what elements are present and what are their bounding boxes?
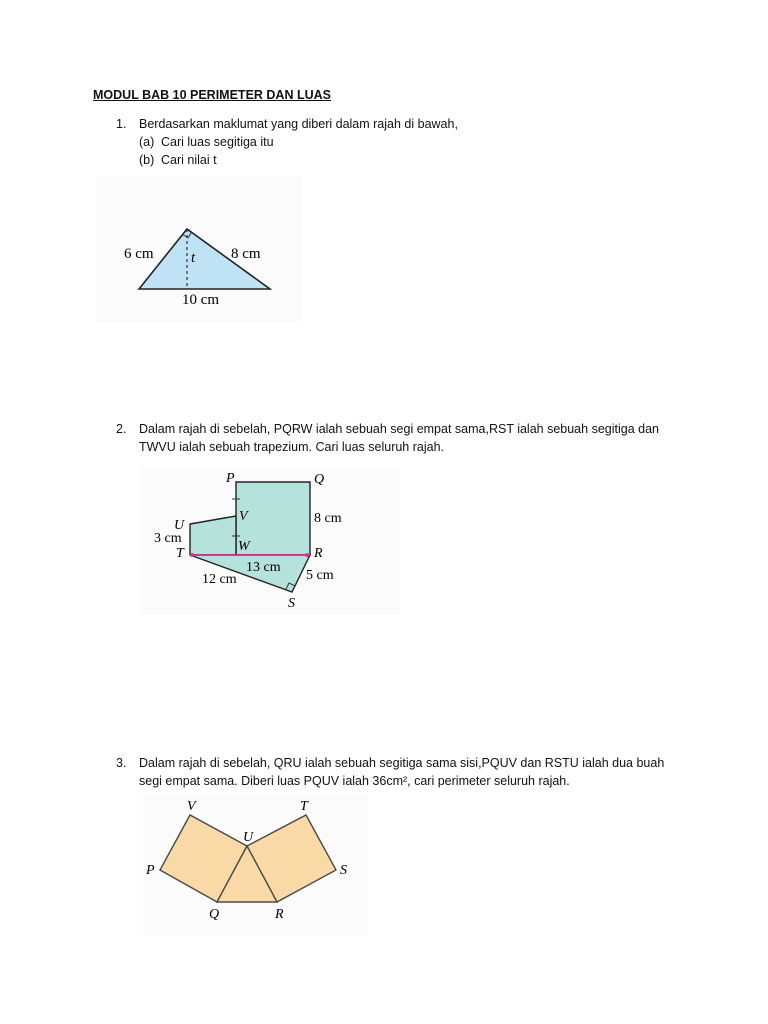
label-v: V bbox=[187, 799, 196, 814]
label-12cm: 12 cm bbox=[202, 572, 237, 587]
label-8cm: 8 cm bbox=[231, 246, 261, 262]
label-w: W bbox=[238, 539, 250, 554]
question-text: Berdasarkan maklumat yang diberi dalam rajah di bawah, bbox=[139, 117, 458, 131]
part-label: (b) bbox=[139, 153, 155, 167]
question-part-a bbox=[139, 133, 679, 151]
label-p: P bbox=[146, 863, 155, 878]
point-t bbox=[190, 553, 194, 557]
label-s: S bbox=[288, 596, 295, 611]
label-3cm: 3 cm bbox=[154, 531, 182, 546]
label-13cm: 13 cm bbox=[246, 560, 281, 575]
label-r: R bbox=[275, 907, 284, 922]
label-r: R bbox=[314, 546, 323, 561]
label-u: U bbox=[174, 518, 185, 533]
question-number: 2. bbox=[116, 422, 127, 436]
question-part-b bbox=[139, 151, 679, 169]
part-text: Cari nilai t bbox=[161, 153, 217, 167]
figure-squares-triangle bbox=[143, 795, 368, 936]
question-number: 3. bbox=[116, 756, 127, 770]
label-q: Q bbox=[314, 472, 325, 487]
label-8cm: 8 cm bbox=[314, 511, 342, 526]
label-v: V bbox=[239, 509, 248, 524]
document-title: MODUL BAB 10 PERIMETER DAN LUAS bbox=[93, 88, 331, 102]
label-t: t bbox=[191, 250, 196, 266]
figure-triangle bbox=[97, 176, 301, 322]
question-text: Dalam rajah di sebelah, PQRW ialah sebuah segi empat sama,RST ialah sebuah segitiga dan TWVU ialah sebuah trapezium. Cari luas seluruh rajah. bbox=[139, 422, 659, 454]
point-r bbox=[305, 553, 309, 557]
figure-composite bbox=[140, 468, 400, 614]
label-s: S bbox=[340, 863, 347, 878]
label-u: U bbox=[243, 830, 254, 845]
question-text: Dalam rajah di sebelah, QRU ialah sebuah segitiga sama sisi,PQUV dan RSTU ialah dua buah segi empat sama. Diberi luas PQUV ialah 36cm², cari perimeter seluruh rajah. bbox=[139, 756, 665, 788]
question-number: 1. bbox=[116, 117, 127, 131]
label-p: P bbox=[226, 471, 235, 486]
part-label: (a) bbox=[139, 135, 155, 149]
label-t: T bbox=[300, 799, 308, 814]
part-text: Cari luas segitiga itu bbox=[161, 135, 274, 149]
label-5cm: 5 cm bbox=[306, 568, 334, 583]
label-10cm: 10 cm bbox=[182, 292, 220, 308]
label-q: Q bbox=[209, 907, 220, 922]
label-6cm: 6 cm bbox=[124, 246, 154, 262]
label-t: T bbox=[176, 546, 184, 561]
